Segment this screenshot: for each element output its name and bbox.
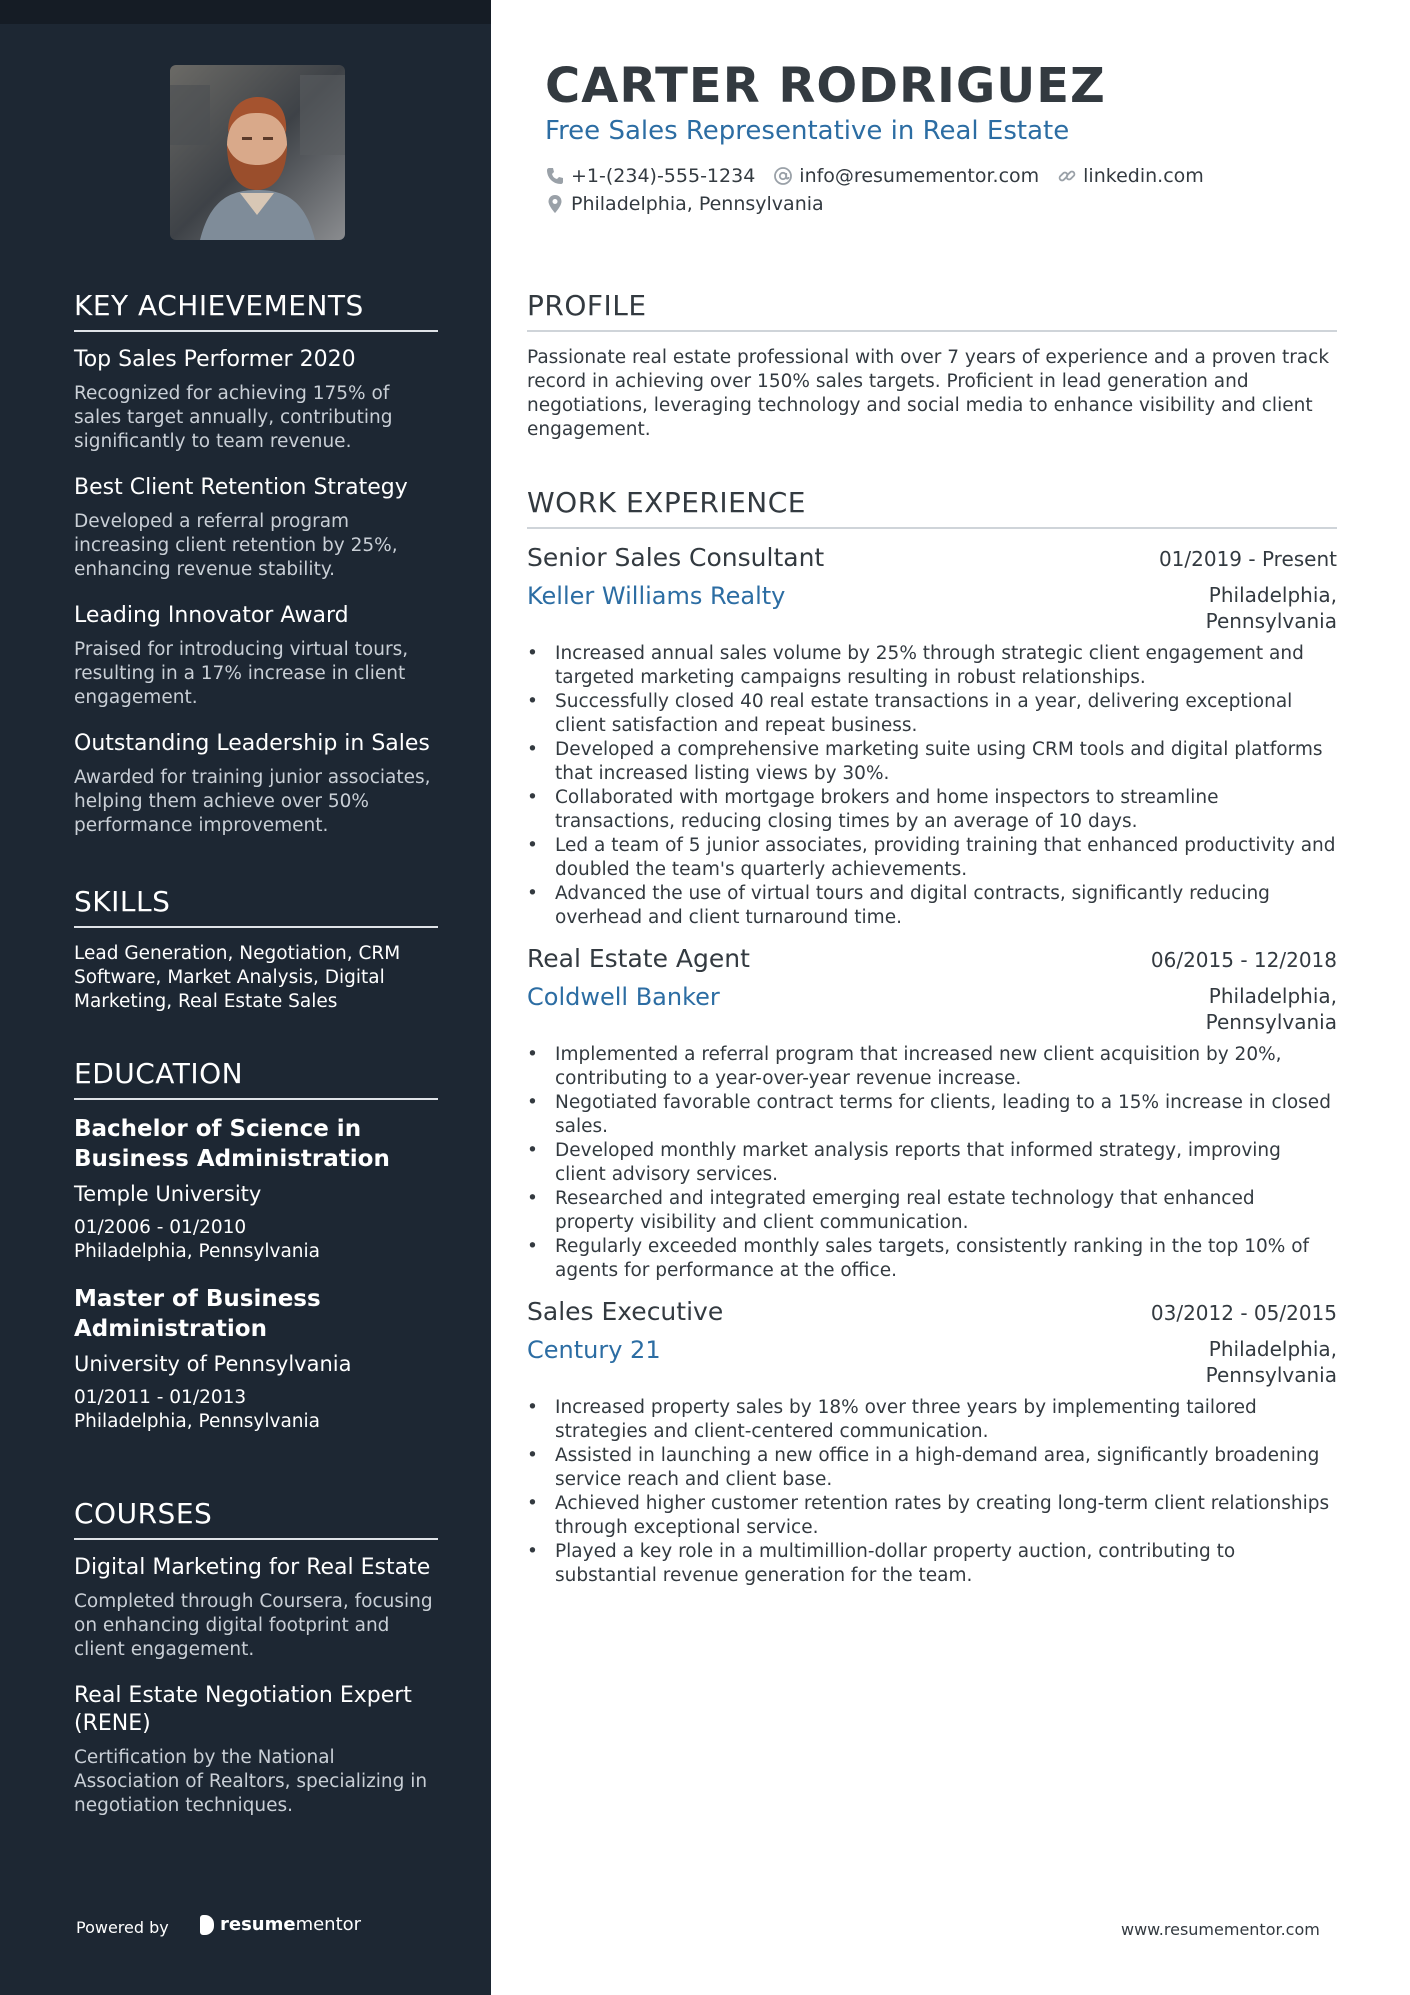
job-bullet: • Implemented a referral program that increased new client acquisition by 20%, contributing to a year-over-year revenue increase. [555,1043,1337,1091]
job-bullets [527,642,1337,930]
phone-icon [545,166,565,186]
contact-linkedin[interactable] [1057,165,1204,187]
course-title: Digital Marketing for Real Estate [74,1555,431,1580]
course-item [74,1554,438,1662]
job-bullets [527,1396,1337,1588]
job-location: Philadelphia, Pennsylvania [1205,583,1337,633]
job-bullet: • Successfully closed 40 real estate transactions in a year, delivering exceptional client satisfaction and repeat business. [555,690,1337,738]
candidate-role: Free Sales Representative in Real Estate [545,116,1070,146]
at-icon [773,166,793,186]
job-title: Sales Executive [527,1297,724,1326]
achievement-desc: Awarded for training junior associates, helping them achieve over 50% performance improvement. [74,767,431,836]
education-location: Philadelphia, Pennsylvania [74,1241,321,1262]
profile-heading: PROFILE [527,289,1337,332]
achievement-title: Leading Innovator Award [74,603,349,628]
contact-phone[interactable] [545,165,755,187]
experience-heading: WORK EXPERIENCE [527,486,1337,529]
course-item [74,1682,438,1818]
achievement-desc: Praised for introducing virtual tours, resulting in a 17% increase in client engagement. [74,639,409,708]
education-location: Philadelphia, Pennsylvania [74,1411,321,1432]
achievement-title: Top Sales Performer 2020 [74,347,356,372]
job-bullet: • Advanced the use of virtual tours and digital contracts, significantly reducing overhead and client turnaround time. [555,882,1337,930]
achievement-item [74,346,438,454]
powered-by-label: Powered by [76,1918,169,1937]
profile-text: Passionate real estate professional with over 7 years of experience and a proven track record in achieving over 150% sales targets. Proficient in lead generation and negotiations, leveraging technology and social media to enhance visibility and client engagement. [527,347,1330,440]
job-bullet: • Assisted in launching a new office in a high-demand area, significantly broadening service reach and client base. [555,1444,1337,1492]
brand-logo[interactable] [200,1914,361,1935]
job-bullet: • Negotiated favorable contract terms for clients, leading to a 15% increase in closed sales. [555,1091,1337,1139]
achievement-desc: Developed a referral program increasing client retention by 25%, enhancing revenue stability. [74,511,398,580]
education-school: Temple University [74,1182,262,1206]
job-bullet: • Led a team of 5 junior associates, providing training that enhanced productivity and doubled the team's quarterly achievements. [555,834,1337,882]
education-heading: EDUCATION [74,1057,438,1100]
candidate-name: CARTER RODRIGUEZ [545,58,1106,114]
education-meta [74,1216,438,1264]
job-location: Philadelphia, Pennsylvania [1205,984,1337,1034]
contact-email[interactable] [773,165,1039,187]
achievements-heading: KEY ACHIEVEMENTS [74,289,438,332]
link-icon [1057,166,1077,186]
job-dates: 03/2012 - 05/2015 [1150,1301,1337,1325]
job-bullet: • Achieved higher customer retention rates by creating long-term client relationships through exceptional service. [555,1492,1337,1540]
job-bullet: • Collaborated with mortgage brokers and home inspectors to streamline transactions, reducing closing times by an average of 10 days. [555,786,1337,834]
profile-photo [170,65,345,240]
education-dates: 01/2011 - 01/2013 [74,1387,247,1408]
job-entry [527,543,1337,930]
job-bullet: • Researched and integrated emerging real estate technology that enhanced property visibility and client communication. [555,1187,1337,1235]
location-text: Philadelphia, Pennsylvania [571,193,824,215]
education-meta [74,1386,438,1434]
achievements-section [74,289,438,858]
courses-heading: COURSES [74,1497,438,1540]
brand-bold: resume [220,1914,296,1935]
linkedin-text: linkedin.com [1083,165,1204,187]
skills-list: Lead Generation, Negotiation, CRM Software, Market Analysis, Digital Marketing, Real Estate Sales [74,943,401,1012]
footer-url[interactable]: www.resumementor.com [1121,1920,1320,1939]
job-bullets [527,1043,1337,1283]
education-degree: Bachelor of Science in Business Administration [74,1116,390,1172]
skills-section [74,885,438,1014]
education-degree: Master of Business Administration [74,1286,321,1342]
job-bullet: • Developed monthly market analysis reports that informed strategy, improving client advisory services. [555,1139,1337,1187]
profile-section [527,289,1337,442]
job-bullet: • Regularly exceeded monthly sales targets, consistently ranking in the top 10% of agents for performance at the office. [555,1235,1337,1283]
education-dates: 01/2006 - 01/2010 [74,1217,247,1238]
achievement-item [74,474,438,582]
education-item [74,1114,438,1264]
email-text: info@resumementor.com [799,165,1040,187]
achievement-title: Best Client Retention Strategy [74,475,408,500]
education-school: University of Pennsylvania [74,1352,352,1376]
job-title: Real Estate Agent [527,944,750,973]
job-entry [527,944,1337,1283]
job-location: Philadelphia, Pennsylvania [1205,1337,1337,1387]
sidebar-top-band [0,0,491,24]
achievement-title: Outstanding Leadership in Sales [74,731,430,756]
location-pin-icon [545,194,565,214]
job-bullet: • Developed a comprehensive marketing suite using CRM tools and digital platforms that increased listing views by 30%. [555,738,1337,786]
course-desc: Certification by the National Association of Realtors, specializing in negotiation techniques. [74,1747,428,1816]
job-bullet: • Increased annual sales volume by 25% through strategic client engagement and targeted marketing campaigns resulting in robust relationships. [555,642,1337,690]
contact-location [545,193,824,215]
achievement-item [74,730,438,838]
education-item [74,1284,438,1434]
sidebar [0,0,491,1995]
job-dates: 06/2015 - 12/2018 [1150,948,1337,972]
phone-text: +1-(234)-555-1234 [571,165,756,187]
job-company: Keller Williams Realty [527,582,786,610]
brand-rest: mentor [295,1914,362,1935]
achievement-item [74,602,438,710]
job-dates: 01/2019 - Present [1158,547,1337,571]
job-bullet: • Played a key role in a multimillion-dollar property auction, contributing to substantial revenue generation for the team. [555,1540,1337,1588]
experience-section [527,486,1337,1602]
job-company: Century 21 [527,1336,661,1364]
job-entry [527,1297,1337,1588]
achievement-desc: Recognized for achieving 175% of sales target annually, contributing significantly to team revenue. [74,383,393,452]
job-company: Coldwell Banker [527,983,720,1011]
job-title: Senior Sales Consultant [527,543,825,572]
course-desc: Completed through Coursera, focusing on enhancing digital footprint and client engagement. [74,1591,433,1660]
contact-info [545,162,1204,218]
skills-heading: SKILLS [74,885,438,928]
courses-section [74,1497,438,1838]
brand-mark-icon [200,1915,214,1935]
course-title: Real Estate Negotiation Expert (RENE) [74,1683,412,1736]
job-bullet: • Increased property sales by 18% over three years by implementing tailored strategies and client-centered communication. [555,1396,1337,1444]
education-section [74,1057,438,1454]
